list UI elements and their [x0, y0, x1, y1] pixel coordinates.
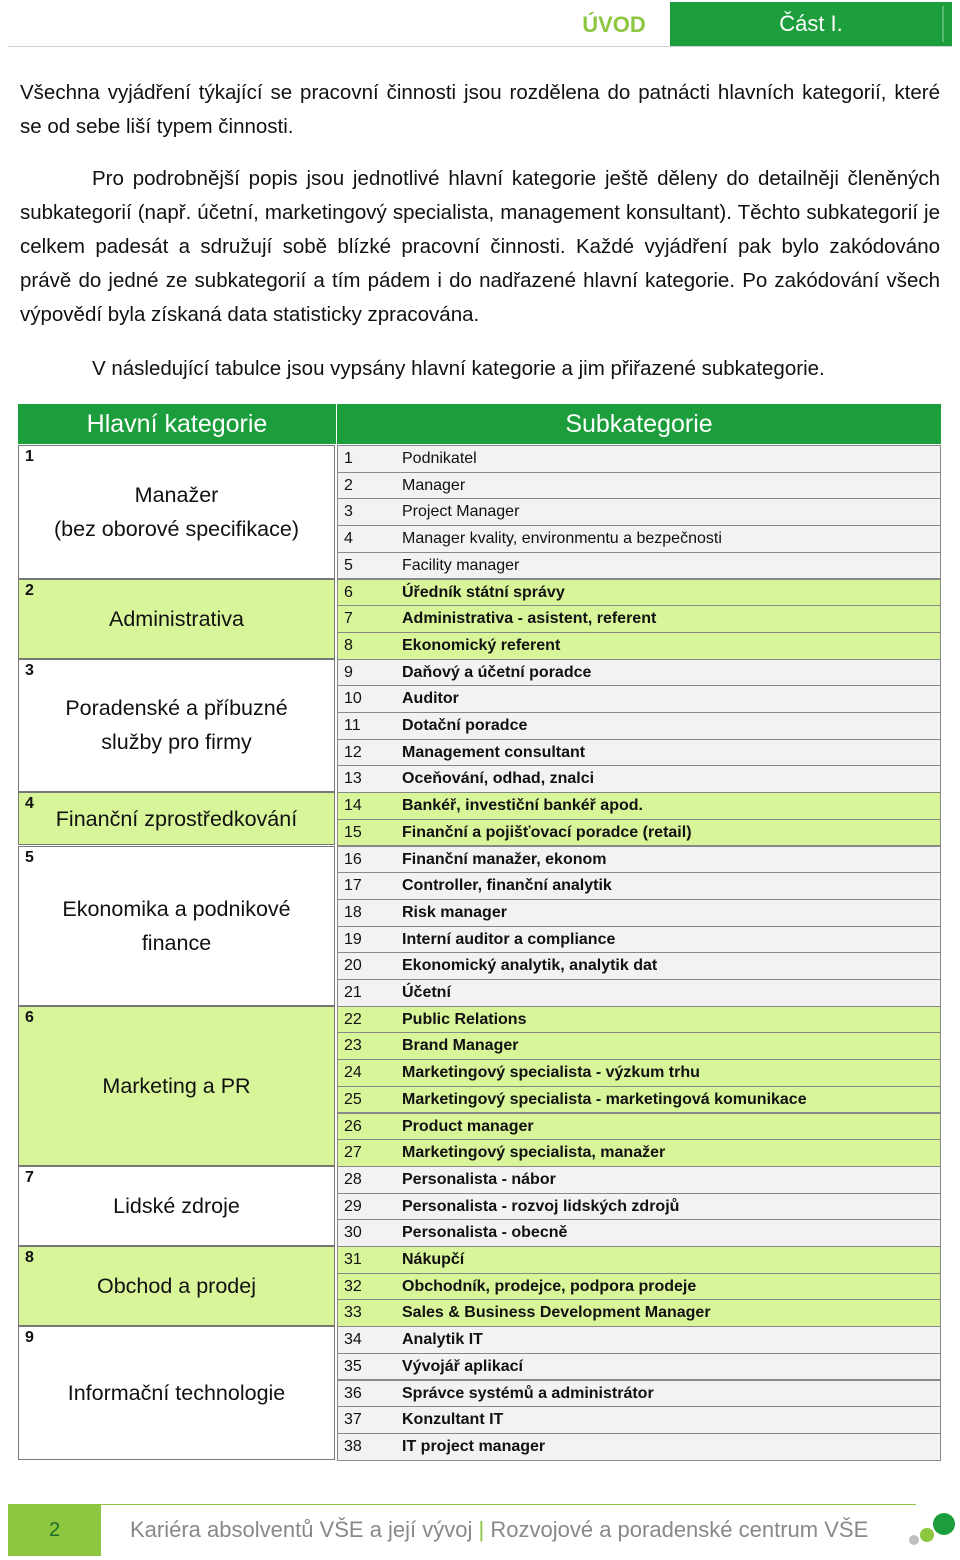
subcategory-label: Úředník státní správy [402, 583, 565, 601]
subcategory-number: 9 [344, 663, 353, 681]
subcategory-number: 30 [344, 1224, 362, 1242]
logo-dots-icon [900, 1508, 958, 1554]
subcategory-row [337, 765, 941, 793]
main-category-cell [18, 1166, 335, 1246]
subcategory-number: 14 [344, 797, 362, 815]
subcategory-row [337, 739, 941, 767]
subcategory-label: Analytik IT [402, 1331, 483, 1349]
subcategory-label: Brand Manager [402, 1037, 519, 1055]
subcategory-number: 18 [344, 903, 362, 921]
main-category-number: 4 [25, 795, 34, 813]
subcategory-number: 8 [344, 636, 353, 654]
subcategory-label: IT project manager [402, 1437, 546, 1455]
subcategory-number: 22 [344, 1010, 362, 1028]
subcategory-label: Sales & Business Development Manager [402, 1304, 711, 1322]
subcategory-label: Podnikatel [402, 450, 477, 467]
main-category-number: 5 [25, 848, 34, 866]
subcategory-label: Personalista - obecně [402, 1224, 568, 1242]
header-divider [8, 46, 952, 47]
subcategory-label: Product manager [402, 1117, 534, 1135]
subcategory-label: Manager kvality, environmentu a bezpečnosti [402, 530, 722, 548]
header-edge-line [942, 6, 944, 42]
subcategory-row [337, 1246, 941, 1274]
intro-paragraph-2: Pro podrobnější popis jsou jednotlivé hlavní kategorie ještě děleny do detailněji členěných subkategorií (např. účetní, marketingový specialista, management konsultant). Těchto subkategorií je celkem padesát a sdružují sobě blízké pracovní činnosti. Každé vyjádření pak bylo zakódováno právě do jedné ze subkategorií a tím pádem i do nadřazené hlavní kategorie. Po zakódování všech výpovědí byla získaná data statisticky zpracována. [20, 167, 940, 326]
subcategory-number: 3 [344, 503, 353, 521]
subcategory-number: 21 [344, 984, 362, 1001]
main-category-number: 3 [25, 661, 34, 679]
subcategory-row [337, 1193, 941, 1221]
main-category-cell [18, 579, 335, 659]
subcategory-number: 25 [344, 1090, 362, 1108]
subcategory-row [337, 1353, 941, 1381]
subcategory-row [337, 1006, 941, 1034]
subcategory-label: Správce systémů a administrátor [402, 1384, 654, 1402]
main-category-name-line-1: Obchod a prodej [97, 1274, 256, 1299]
main-category-name-line-1: Marketing a PR [102, 1073, 251, 1098]
subcategory-number: 17 [344, 877, 362, 895]
main-category-name-line-2: finance [141, 930, 212, 955]
subcategory-number: 10 [344, 690, 362, 708]
intro-paragraph-3: V následující tabulce jsou vypsány hlavní kategorie a jim přiřazené subkategorie. [92, 357, 825, 380]
subcategory-number: 24 [344, 1064, 362, 1082]
main-category-name-line-2: (bez oborové specifikace) [54, 516, 299, 541]
page-number: 2 [48, 1519, 61, 1541]
subcategory-label: Management consultant [402, 743, 586, 761]
subcategory-number: 7 [344, 610, 353, 628]
main-category-name [19, 691, 334, 759]
subcategory-number: 34 [344, 1331, 362, 1349]
subcategory-row [337, 872, 941, 900]
subcategory-label: Administrativa - asistent, referent [402, 610, 657, 628]
subcategory-row [337, 1433, 941, 1461]
subcategory-number: 28 [344, 1170, 362, 1188]
subcategory-number: 5 [344, 556, 353, 574]
subcategory-number: 33 [344, 1304, 362, 1322]
subcategory-row [337, 926, 941, 954]
main-category-name [19, 1269, 334, 1303]
subcategory-row [337, 472, 941, 500]
subcategory-label: Oceňování, odhad, znalci [402, 770, 595, 788]
subcategory-row [337, 632, 941, 660]
subcategory-row [337, 1380, 941, 1408]
footer-title: Kariéra absolventů VŠE a její vývoj [130, 1517, 473, 1542]
main-category-number: 1 [25, 448, 34, 465]
subcategory-row [337, 1406, 941, 1434]
subcategory-label: Ekonomický referent [402, 636, 561, 654]
subcategory-number: 26 [344, 1117, 362, 1135]
part-label-text: Část I. [779, 11, 843, 36]
subcategory-label: Personalista - rozvoj lidských zdrojů [402, 1197, 680, 1215]
main-category-cell [18, 1326, 335, 1460]
subcategory-row [337, 605, 941, 633]
subcategory-number: 6 [344, 583, 353, 601]
subcategory-label: Daňový a účetní poradce [402, 663, 592, 681]
main-category-name-line-1: Finanční zprostředkování [55, 806, 298, 831]
subcategory-number: 23 [344, 1037, 362, 1055]
subcategory-row [337, 846, 941, 874]
subcategory-row [337, 1086, 941, 1114]
main-category-name-line-1: Ekonomika a podnikové [62, 896, 291, 921]
main-category-name [19, 1376, 334, 1410]
subcategory-label: Marketingový specialista - marketingová komunikace [402, 1090, 807, 1108]
category-table [18, 404, 942, 1462]
subcategory-label: Finanční a pojišťovací poradce (retail) [402, 823, 692, 841]
subcategory-number: 11 [344, 717, 361, 734]
footer-divider [101, 1504, 916, 1505]
main-category-name [19, 802, 334, 836]
main-category-cell [18, 659, 335, 793]
main-category-number: 8 [25, 1249, 34, 1266]
subcategory-row [337, 498, 941, 526]
subcategory-label: Obchodník, prodejce, podpora prodeje [402, 1277, 697, 1295]
subcategory-number: 37 [344, 1411, 362, 1429]
subcategory-row [337, 1032, 941, 1060]
subcategory-row [337, 552, 941, 580]
main-category-name-line-2: služby pro firmy [101, 730, 252, 755]
subcategory-row [337, 819, 941, 847]
subcategory-row [337, 1166, 941, 1194]
subcategory-row [337, 792, 941, 820]
subcategory-row [337, 579, 941, 607]
main-category-name [19, 478, 334, 546]
subcategory-row [337, 1113, 941, 1141]
main-category-name [19, 602, 334, 636]
subcategory-number: 4 [344, 530, 353, 548]
subcategory-number: 2 [344, 476, 353, 494]
main-category-name-line-1: Lidské zdroje [113, 1193, 240, 1218]
main-category-name [19, 892, 334, 960]
subcategory-number: 27 [344, 1144, 362, 1162]
main-category-number: 7 [25, 1168, 34, 1186]
main-category-name-line-1: Poradenské a příbuzné [65, 696, 288, 721]
subcategory-row [337, 979, 941, 1007]
subcategory-number: 1 [344, 450, 353, 467]
subcategory-label: Finanční manažer, ekonom [402, 850, 607, 868]
main-category-cell [18, 1246, 335, 1326]
footer-text [130, 1514, 868, 1546]
subcategory-row [337, 1273, 941, 1301]
subcategory-row [337, 685, 941, 713]
subcategory-row [337, 1059, 941, 1087]
subcategory-label: Interní auditor a compliance [402, 930, 616, 948]
subcategory-row [337, 1219, 941, 1247]
subcategory-label: Nákupčí [402, 1251, 465, 1268]
main-category-number: 2 [25, 581, 34, 599]
subcategory-number: 16 [344, 850, 362, 868]
subcategory-number: 13 [344, 770, 362, 788]
subcategory-label: Marketingový specialista - výzkum trhu [402, 1064, 700, 1082]
subcategory-label: Project Manager [402, 503, 520, 521]
subcategory-label: Konzultant IT [402, 1411, 504, 1429]
subcategory-number: 20 [344, 957, 362, 975]
main-category-name-line-1: Manažer [134, 482, 219, 507]
table-header-main-category: Hlavní kategorie [18, 404, 336, 444]
subcategory-label: Manager [402, 476, 466, 494]
subcategory-label: Bankéř, investiční bankéř apod. [402, 797, 643, 815]
subcategory-number: 32 [344, 1277, 362, 1295]
main-category-cell [18, 792, 335, 845]
subcategory-label: Dotační poradce [402, 717, 528, 734]
subcategory-number: 19 [344, 930, 362, 948]
subcategory-label: Facility manager [402, 556, 520, 574]
subcategory-row [337, 1299, 941, 1327]
subcategory-number: 15 [344, 823, 362, 841]
main-category-name-line-1: Administrativa [108, 606, 244, 631]
subcategory-label: Marketingový specialista, manažer [402, 1144, 666, 1162]
subcategory-number: 38 [344, 1437, 362, 1455]
intro-paragraph-1: Všechna vyjádření týkající se pracovní činnosti jsou rozdělena do patnácti hlavních kategorií, které se od sebe liší typem činnosti. [20, 81, 940, 138]
main-category-name [19, 1189, 334, 1223]
main-category-number: 9 [25, 1329, 34, 1347]
subcategory-label: Controller, finanční analytik [402, 877, 612, 895]
subcategory-row [337, 899, 941, 927]
subcategory-label: Ekonomický analytik, analytik dat [402, 957, 658, 975]
subcategory-row [337, 712, 941, 740]
subcategory-number: 29 [344, 1197, 362, 1215]
subcategory-label: Risk manager [402, 903, 507, 921]
part-label [670, 2, 952, 46]
subcategory-label: Auditor [402, 690, 459, 708]
subcategory-number: 36 [344, 1384, 362, 1402]
subcategory-label: Vývojář aplikací [402, 1357, 523, 1375]
footer-org: Rozvojové a poradenské centrum VŠE [490, 1517, 869, 1542]
table-header-subcategory: Subkategorie [337, 404, 941, 444]
main-category-cell [18, 1006, 335, 1166]
main-category-name-line-1: Informační technologie [67, 1380, 286, 1405]
main-category-number: 6 [25, 1008, 34, 1026]
main-category-cell [18, 846, 335, 1006]
subcategory-row [337, 525, 941, 553]
main-category-name [19, 1069, 334, 1103]
subcategory-row [337, 952, 941, 980]
subcategory-number: 35 [344, 1357, 362, 1375]
main-category-cell [18, 445, 335, 579]
subcategory-label: Public Relations [402, 1010, 527, 1028]
subcategory-row [337, 1326, 941, 1354]
footer-separator: | [478, 1517, 485, 1542]
subcategory-label: Personalista - nábor [402, 1170, 556, 1188]
subcategory-label: Účetní [402, 984, 451, 1001]
subcategory-number: 12 [344, 743, 362, 761]
subcategory-row [337, 445, 941, 473]
subcategory-number: 31 [344, 1251, 362, 1268]
section-label: ÚVOD [582, 12, 646, 37]
subcategory-row [337, 1139, 941, 1167]
subcategory-row [337, 659, 941, 687]
